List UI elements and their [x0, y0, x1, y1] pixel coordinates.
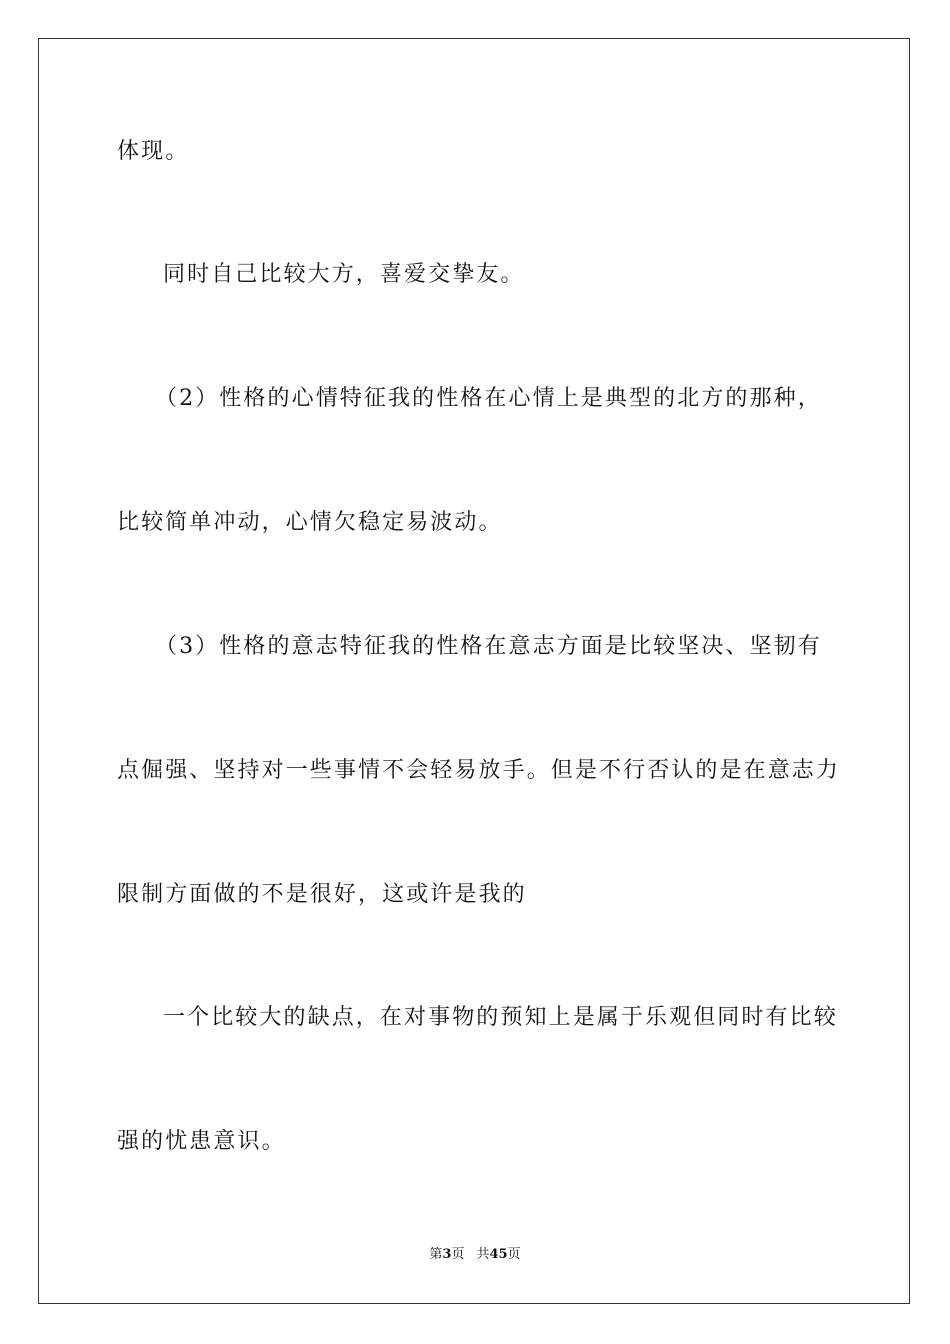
footer-page-prefix: 第	[429, 1247, 443, 1262]
footer-page-number: 3	[442, 1247, 452, 1262]
footer-page-suffix: 页	[451, 1247, 465, 1262]
footer-total-pages: 45	[489, 1247, 508, 1262]
text-line-3: （2）性格的心情特征我的性格在心情上是典型的北方的那种，	[155, 386, 822, 411]
footer-total-suffix: 页	[507, 1247, 521, 1262]
text-line-7: 限制方面做的不是很好，这或许是我的	[117, 882, 527, 907]
text-line-9: 强的忧患意识。	[117, 1129, 286, 1154]
text-line-4: 比较简单冲动，心情欠稳定易波动。	[117, 510, 503, 535]
text-line-2: 同时自己比较大方，喜爱交挚友。	[163, 262, 525, 287]
text-line-6: 点倔强、坚持对一些事情不会轻易放手。但是不行否认的是在意志力	[117, 758, 841, 783]
page-footer	[0, 1246, 950, 1264]
page-border	[38, 38, 910, 1304]
text-line-5: （3）性格的意志特征我的性格在意志方面是比较坚决、坚韧有	[155, 634, 822, 659]
text-line-8: 一个比较大的缺点，在对事物的预知上是属于乐观但同时有比较	[163, 1005, 838, 1030]
footer-total-prefix: 共	[476, 1247, 490, 1262]
text-line-1: 体现。	[117, 139, 190, 164]
